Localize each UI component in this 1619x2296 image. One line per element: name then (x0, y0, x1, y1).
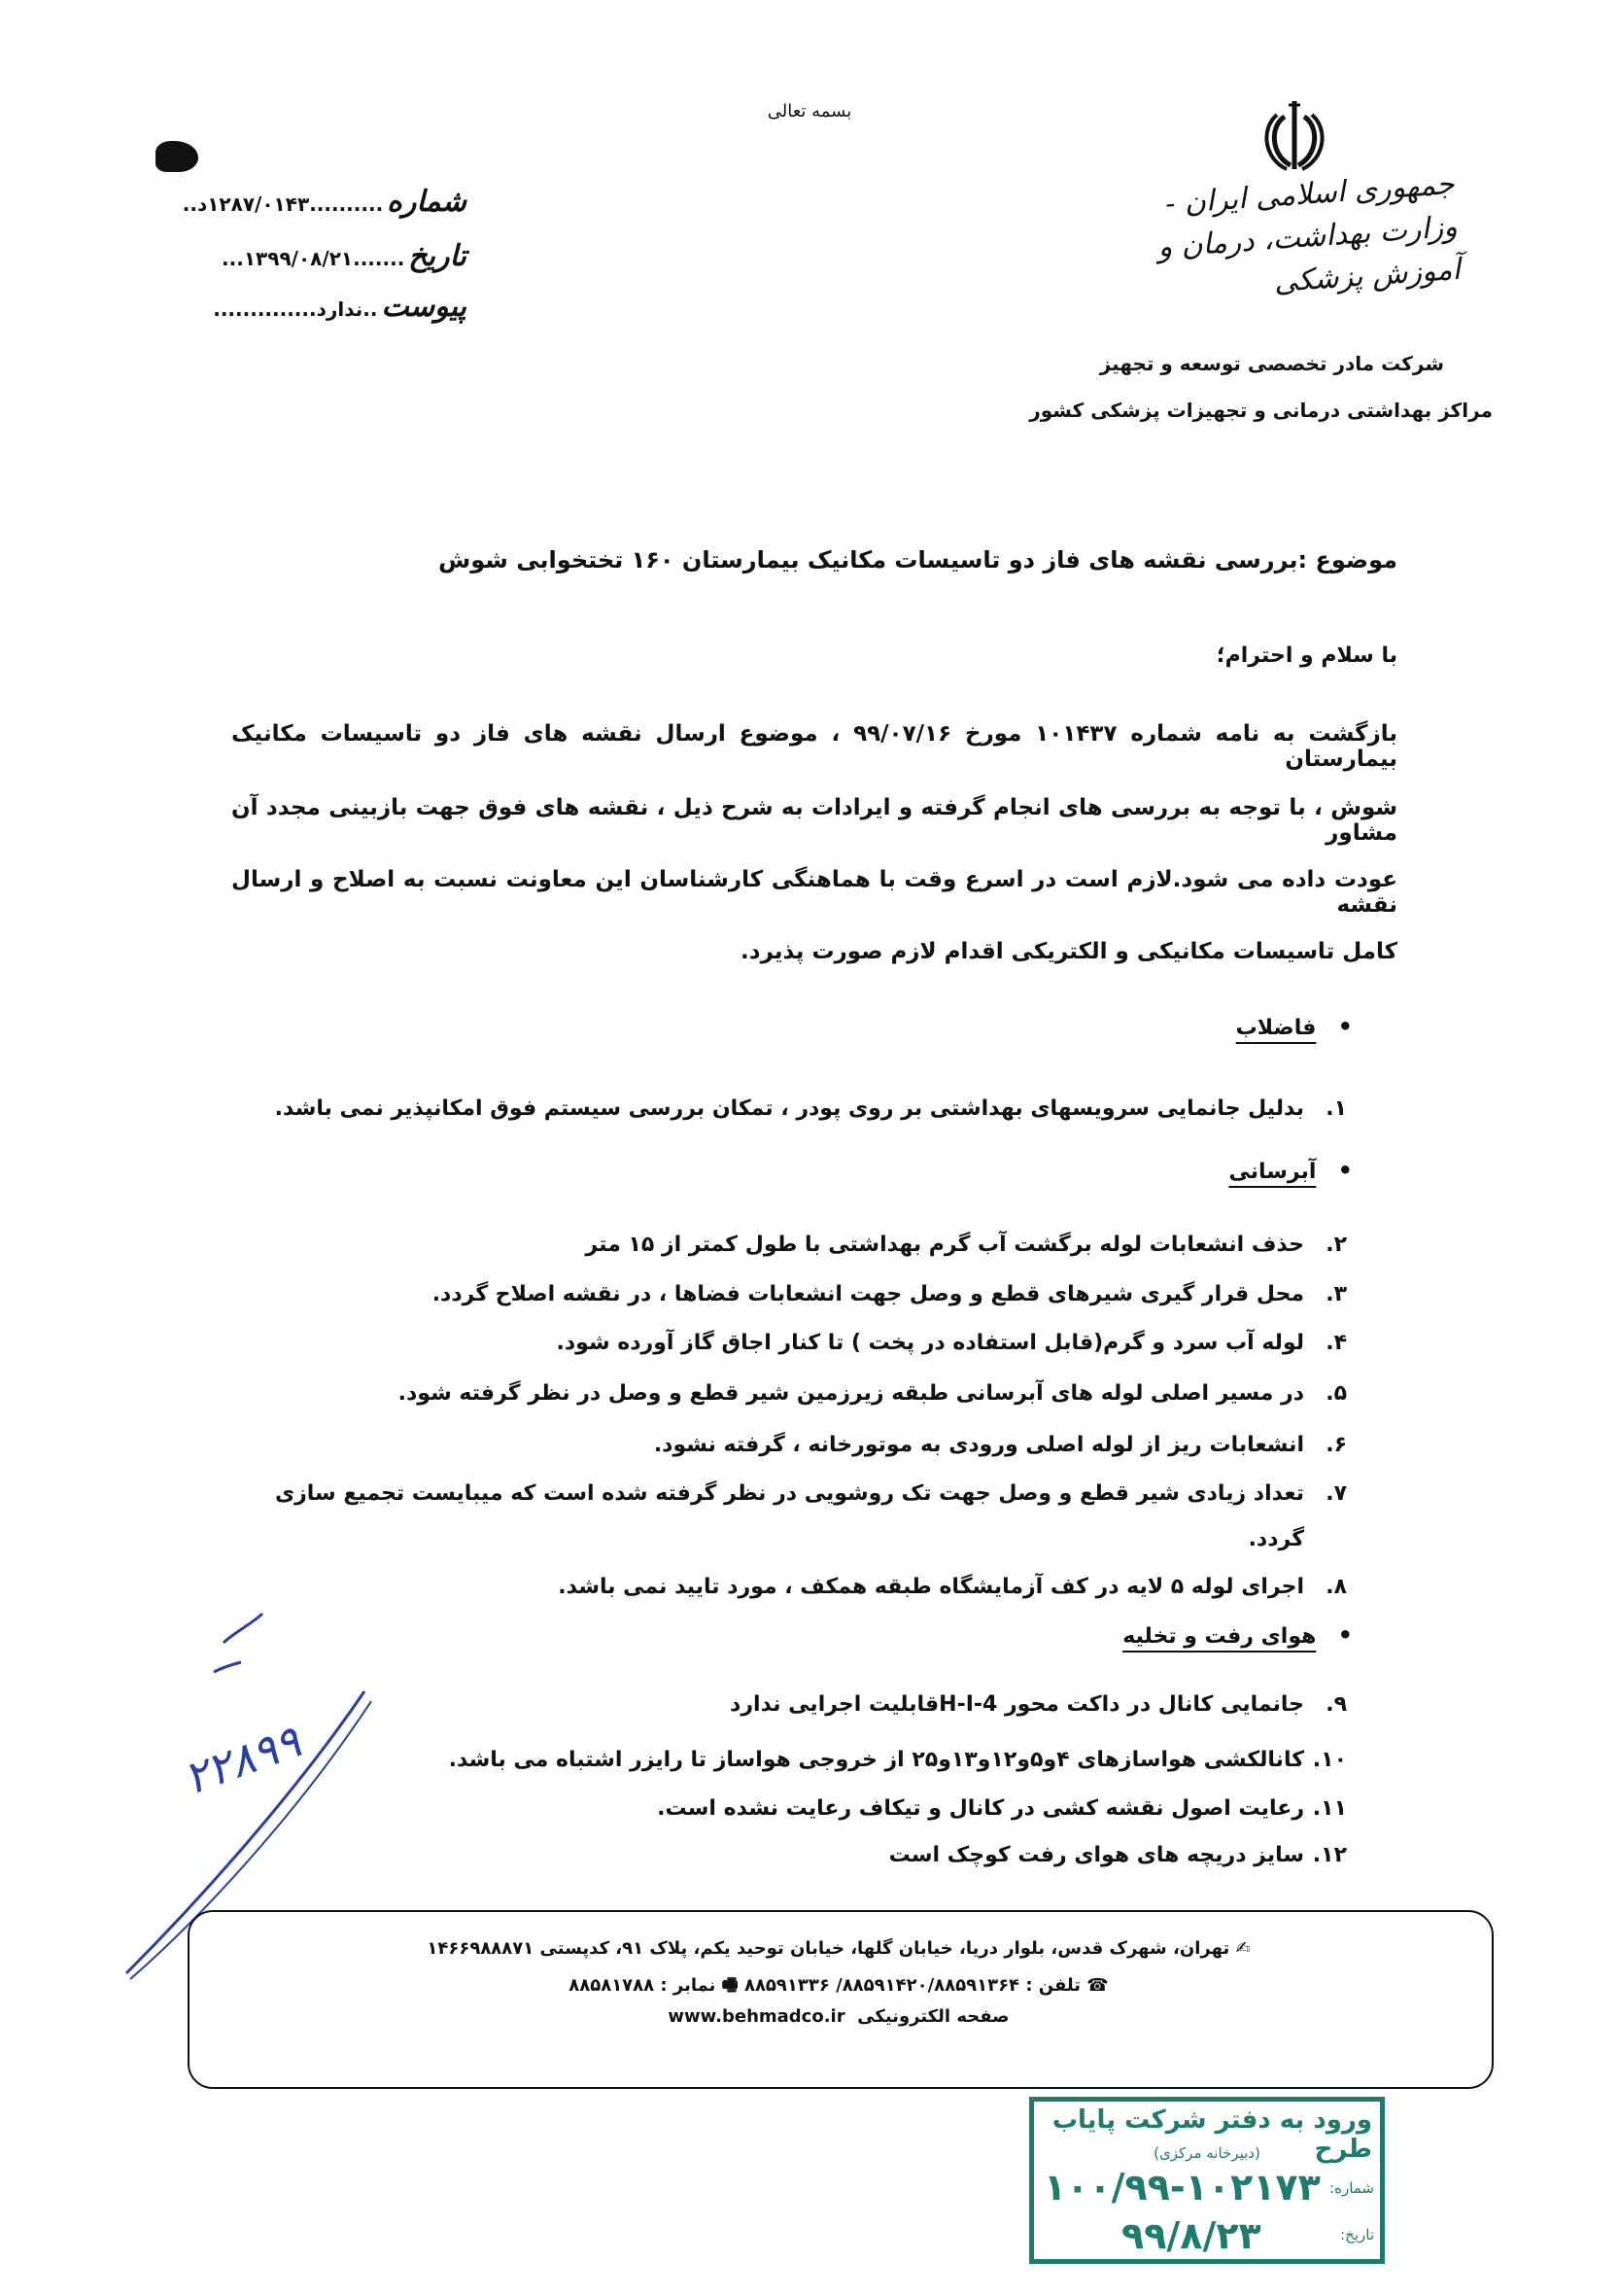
list-item (229, 1575, 1347, 1599)
section-title: آبرسانی (1228, 1160, 1317, 1184)
website-label: صفحه الکترونیکی (857, 2006, 1010, 2027)
section-title: هوای رفت و تخلیه (1122, 1624, 1317, 1649)
item-text: اجرای لوله ۵ لایه در کف آزمایشگاه طبقه همکف ، مورد تایید نمی باشد. (558, 1575, 1304, 1599)
org-line-1: شرکت مادر تخصصی توسعه و تجهیز (1099, 352, 1444, 375)
number-value: ..........۱۲۸۷/۰۱۴۳د.. (182, 192, 384, 216)
item-text: تعداد زیادی شیر قطع و وصل جهت تک روشویی در نظر گرفته شده است که میبایست تجمیع سازی (274, 1481, 1304, 1506)
list-item (229, 1381, 1347, 1406)
attachment-value: ..ندارد.............. (213, 297, 378, 321)
item-text: کانالکشی هواسازهای ۴و۵و۱۲و۱۳و۲۵ از خروجی هواساز تا رایزر اشتباه می باشد. (448, 1748, 1304, 1772)
stamp-number-label: شماره: (1329, 2179, 1374, 2197)
section-heading-ventilation: • هوای رفت و تخلیه (1122, 1621, 1353, 1649)
number-label: شماره (387, 185, 466, 219)
stamp-date-label: تاریخ: (1340, 2226, 1374, 2244)
item-number: ۵. (1326, 1381, 1347, 1406)
item-text: در مسیر اصلی لوله های آبرسانی طبقه زیرزمین شیر قطع و وصل در نظر گرفته شود. (397, 1381, 1304, 1406)
stamp-date-value: ۹۹/۸/۲۳ (1121, 2214, 1261, 2257)
date-value: .......۱۳۹۹/۰۸/۲۱... (222, 247, 405, 270)
item-number: ۱. (1326, 1096, 1347, 1121)
item-number: ۴. (1326, 1331, 1347, 1355)
paragraph-line: عودت داده می شود.لازم است در اسرع وقت با هماهنگی کارشناسان این معاونت نسبت به اصلاح و ارسال نقشه (231, 867, 1397, 918)
date-label: تاریخ (408, 239, 466, 273)
letter-number (182, 185, 466, 219)
item-number: ۳. (1326, 1282, 1347, 1306)
item-text: رعایت اصول نقشه کشی در کانال و تیکاف رعایت نشده است. (657, 1796, 1304, 1821)
item-number: ۱۰. (1312, 1748, 1347, 1772)
list-item (229, 1331, 1347, 1355)
letter-attachment (194, 290, 466, 324)
list-item (229, 1096, 1347, 1121)
item-number: ۱۱. (1312, 1796, 1347, 1821)
list-item (229, 1433, 1347, 1457)
list-item (229, 1692, 1347, 1717)
stamp-number-value: ۱۰۰/۹۹-۱۰۲۱۷۳ (1044, 2166, 1321, 2209)
item-text: جانمایی کانال در داکت محور H-I-4قابلیت اجرایی ندارد (730, 1692, 1304, 1717)
paragraph-line: شوش ، با توجه به بررسی های انجام گرفته و ایرادات به شرح ذیل ، نقشه های فوق جهت بازبینی مجدد آن مشاور (231, 795, 1397, 846)
item-number: ۹. (1326, 1692, 1347, 1717)
list-item (229, 1843, 1347, 1867)
list-item-continuation: گردد. (1248, 1527, 1304, 1551)
handwritten-number: ۲۲۸۹۹ (176, 1714, 308, 1805)
stamp-title: ورود به دفتر شرکت پایاب طرح (1051, 2105, 1372, 2164)
list-item (229, 1282, 1347, 1306)
website-link[interactable]: www.behmadco.ir (668, 2006, 845, 2027)
iran-emblem-icon (1263, 97, 1326, 175)
letter-date (194, 239, 466, 273)
item-text: لوله آب سرد و گرم(قابل استفاده در پخت ) تا کنار اجاق گاز آورده شود. (556, 1331, 1304, 1355)
greeting: با سلام و احترام؛ (1216, 644, 1397, 668)
list-item (229, 1748, 1347, 1772)
item-number: ۶. (1326, 1433, 1347, 1457)
footer-phone: ☎ تلفن : ۸۸۵۹۱۴۲۰/۸۸۵۹۱۳۶۴/ ۸۸۵۹۱۳۳۶ 🖷 نمابر : ۸۸۵۸۱۷۸۸ (568, 1975, 1109, 1996)
subject: موضوع :بررسی نقشه های فاز دو تاسیسات مکانیک بیمارستان ۱۶۰ تختخوابی شوش (438, 546, 1397, 574)
list-item (229, 1233, 1347, 1257)
section-heading-water-supply: • آبرسانی (1228, 1157, 1353, 1184)
item-text: حذف انشعابات لوله برگشت آب گرم بهداشتی با طول کمتر از ۱۵ متر (585, 1233, 1304, 1257)
item-number: ۱۲. (1312, 1843, 1347, 1867)
footer-address: ✍ تهران، شهرک قدس، بلوار دریا، خیابان گلها، خیابان توحید یکم، پلاک ۹۱، کدپستی ۱۴۶۶۹۸۸۸۷۱ (427, 1938, 1251, 1959)
attachment-label: پیوست (381, 290, 466, 324)
item-text: بدلیل جانمایی سرویسهای بهداشتی بر روی پودر ، تمکان بررسی سیستم فوق امکانپذیر نمی باشد. (274, 1096, 1304, 1121)
ink-blot (155, 141, 198, 172)
ministry-logo-text: جمهوری اسلامی ایران - وزارت بهداشت، درمان و آموزش پزشکی (1156, 166, 1462, 300)
section-title: فاضلاب (1235, 1016, 1317, 1040)
bismillah: بسمه تعالی (767, 101, 852, 122)
received-stamp (1029, 2097, 1385, 2264)
item-number: ۷. (1326, 1481, 1347, 1506)
item-text: محل قرار گیری شیرهای قطع و وصل جهت انشعابات فضاها ، در نقشه اصلاح گردد. (431, 1282, 1304, 1306)
item-number: ۲. (1326, 1233, 1347, 1257)
section-heading-sewage: • فاضلاب (1235, 1013, 1353, 1040)
item-number: ۸. (1326, 1575, 1347, 1599)
org-line-2: مراکز بهداشتی درمانی و تجهیزات پزشکی کشور (1029, 399, 1493, 422)
list-item (229, 1796, 1347, 1821)
paragraph-line: کامل تاسیسات مکانیکی و الکتریکی اقدام لازم صورت پذیرد. (741, 939, 1397, 964)
footer-website-row (188, 2006, 1490, 2027)
item-text: انشعابات ریز از لوله اصلی ورودی به موتورخانه ، گرفته نشود. (653, 1433, 1304, 1457)
list-item (229, 1481, 1347, 1506)
paragraph-line: بازگشت به نامه شماره ۱۰۱۴۳۷ مورخ ۹۹/۰۷/۱۶ ، موضوع ارسال نقشه های فاز دو تاسیسات مکانیک بیمارستان (231, 721, 1397, 772)
stamp-subtitle: (دبیرخانه مرکزی) (1154, 2144, 1260, 2162)
item-text: سایز دریچه های هوای رفت کوچک است (888, 1843, 1304, 1867)
